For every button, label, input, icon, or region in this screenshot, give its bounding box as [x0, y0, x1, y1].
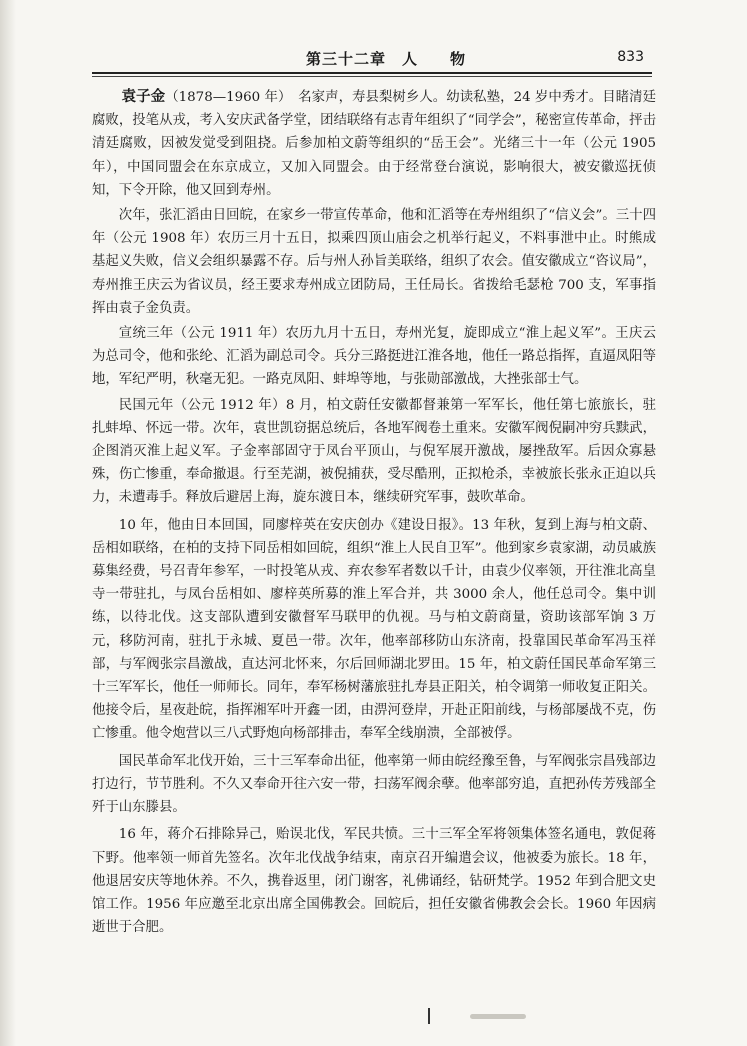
scan-shadow [0, 0, 16, 1046]
scan-smudge [470, 1014, 526, 1019]
header-rule-thin [92, 76, 652, 77]
scan-mark [428, 1008, 430, 1024]
paragraph-7: 16 年，蒋介石排除异己，贻误北伐，军民共愤。三十三军全军将领集体签名通电，敦促蒋下野。他率领一师首先签名。次年北伐战争结束，南京召开编遣会议，他被委为旅长。18 年，他退居安庆等地休养。不久，携眷返里，闭门谢客，礼佛诵经，钻研梵学。1952 年到合肥文史馆工作。1956 年应邀至北京出席全国佛教会。回皖后，担任安徽省佛教会会长。1960 年因病逝世于合肥。 [92, 827, 656, 936]
intro-text: （1878—1960 年） 名家声，寿县梨树乡人。幼读私塾，24 岁中秀才。目睹清廷腐败，投笔从戎，考入安庆武备学堂，团结联络有志青年组织了“同学会”，秘密宣传革命，抨击清廷腐败，因被发觉受到阻挠。后参加柏文蔚等组织的“岳王会”。光绪三十一年（公元 1905 年），中国同盟会在东京成立，又加入同盟会。由于经常登台演说，影响很大，被安徽巡抚侦知，下令开除，他又回到寿州。 [92, 90, 657, 198]
page-number: 833 [617, 49, 644, 65]
paragraph-3: 宣统三年（公元 1911 年）农历九月十五日，寿州光复，旋即成立“淮上起义军”。王庆云为总司令，他和张纶、汇滔为副总司令。兵分三路挺进江淮各地，他任一路总指挥，直逼凤阳等地，军纪严明，秋毫无犯。一路克凤阳、蚌埠等地，与张勋部激战，大挫张部士气。 [92, 326, 656, 388]
chapter-title: 第三十二章 人 物 [306, 50, 467, 68]
paragraph-6: 国民革命军北伐开始，三十三军奉命出征，他率第一师由皖经豫至鲁，与军阀张宗昌残部边打边行，节节胜利。不久又奉命开往六安一带，扫荡军阀余孽。他率部穷追，直把孙传芳残部全歼于山东滕县。 [92, 753, 656, 816]
page-header [92, 44, 652, 74]
paragraph-4: 民国元年（公元 1912 年）8 月，柏文蔚任安徽都督兼第一军军长，他任第七旅旅长，驻扎蚌埠、怀远一带。次年，袁世凯窃据总统后，各地军阀卷土重来。安徽军阀倪嗣冲穷兵黩武，企图消灭淮上起义军。子金率部固守于凤台平顶山，与倪军展开激战，屡挫敌军。后因众寡悬殊，伤亡惨重，奉命撤退。行至芜湖，被倪捕获，受尽酷刑，正拟枪杀，幸被旅长张永正迫以兵力，未遭毒手。释放后避居上海，旋东渡日本，继续研究军事，鼓吹革命。 [92, 397, 656, 506]
article-body [92, 86, 656, 941]
paragraph-2: 次年，张汇滔由日回皖，在家乡一带宣传革命，他和汇滔等在寿州组织了“信义会”。三十四年（公元 1908 年）农历三月十五日，拟乘四顶山庙会之机举行起义，不料事泄中止。时熊成基起义失败，信义会组织暴露不存。后与州人孙旨美联络，组织了农会。值安徽成立“咨议局”，寿州推王庆云为省议员，经王要求寿州成立团防局，王任局长。省拨给毛瑟枪 700 支，军事指挥由袁子金负责。 [92, 208, 656, 316]
paragraph-5: 10 年，他由日本回国，同廖梓英在安庆创办《建设日报》。13 年秋，复到上海与柏文蔚、岳相如联络，在柏的支持下同岳相如回皖，组织“淮上人民自卫军”。他到家乡袁家湖，动员戚族募集经费，号召青年参军，一时投笔从戎、弃农参军者数以千计，由袁少仪率领，开往淮北高皇寺一带驻扎，与凤台岳相如、廖梓英所募的淮上军合并，共 3000 余人，他任总司令。集中训练，以待北伐。这支部队遭到安徽督军马联甲的仇视。马与柏文蔚商量，资助该部军饷 3 万元，移防河南，驻扎于永城、夏邑一带。次年，他率部移防山东济南，投靠国民革命军冯玉祥部，与军阀张宗昌激战，直达河北怀来，尔后回师湖北罗田。15 年，柏文蔚任国民革命军第三十三军军长，他任一师师长。同年，奉军杨树藩旅驻扎寿县正阳关，柏令调第一师收复正阳关。他接令后，星夜赴皖，指挥湘军叶开鑫一团，由淠河登岸，开赴正阳前线，与杨部屡战不克，伤亡惨重。他令炮营以三八式野炮向杨部排击，奉军全线崩溃，全部被俘。 [92, 517, 656, 742]
person-name: 袁子金 [121, 89, 166, 105]
paragraph-intro [92, 86, 656, 202]
header-rule-thick [92, 72, 652, 74]
